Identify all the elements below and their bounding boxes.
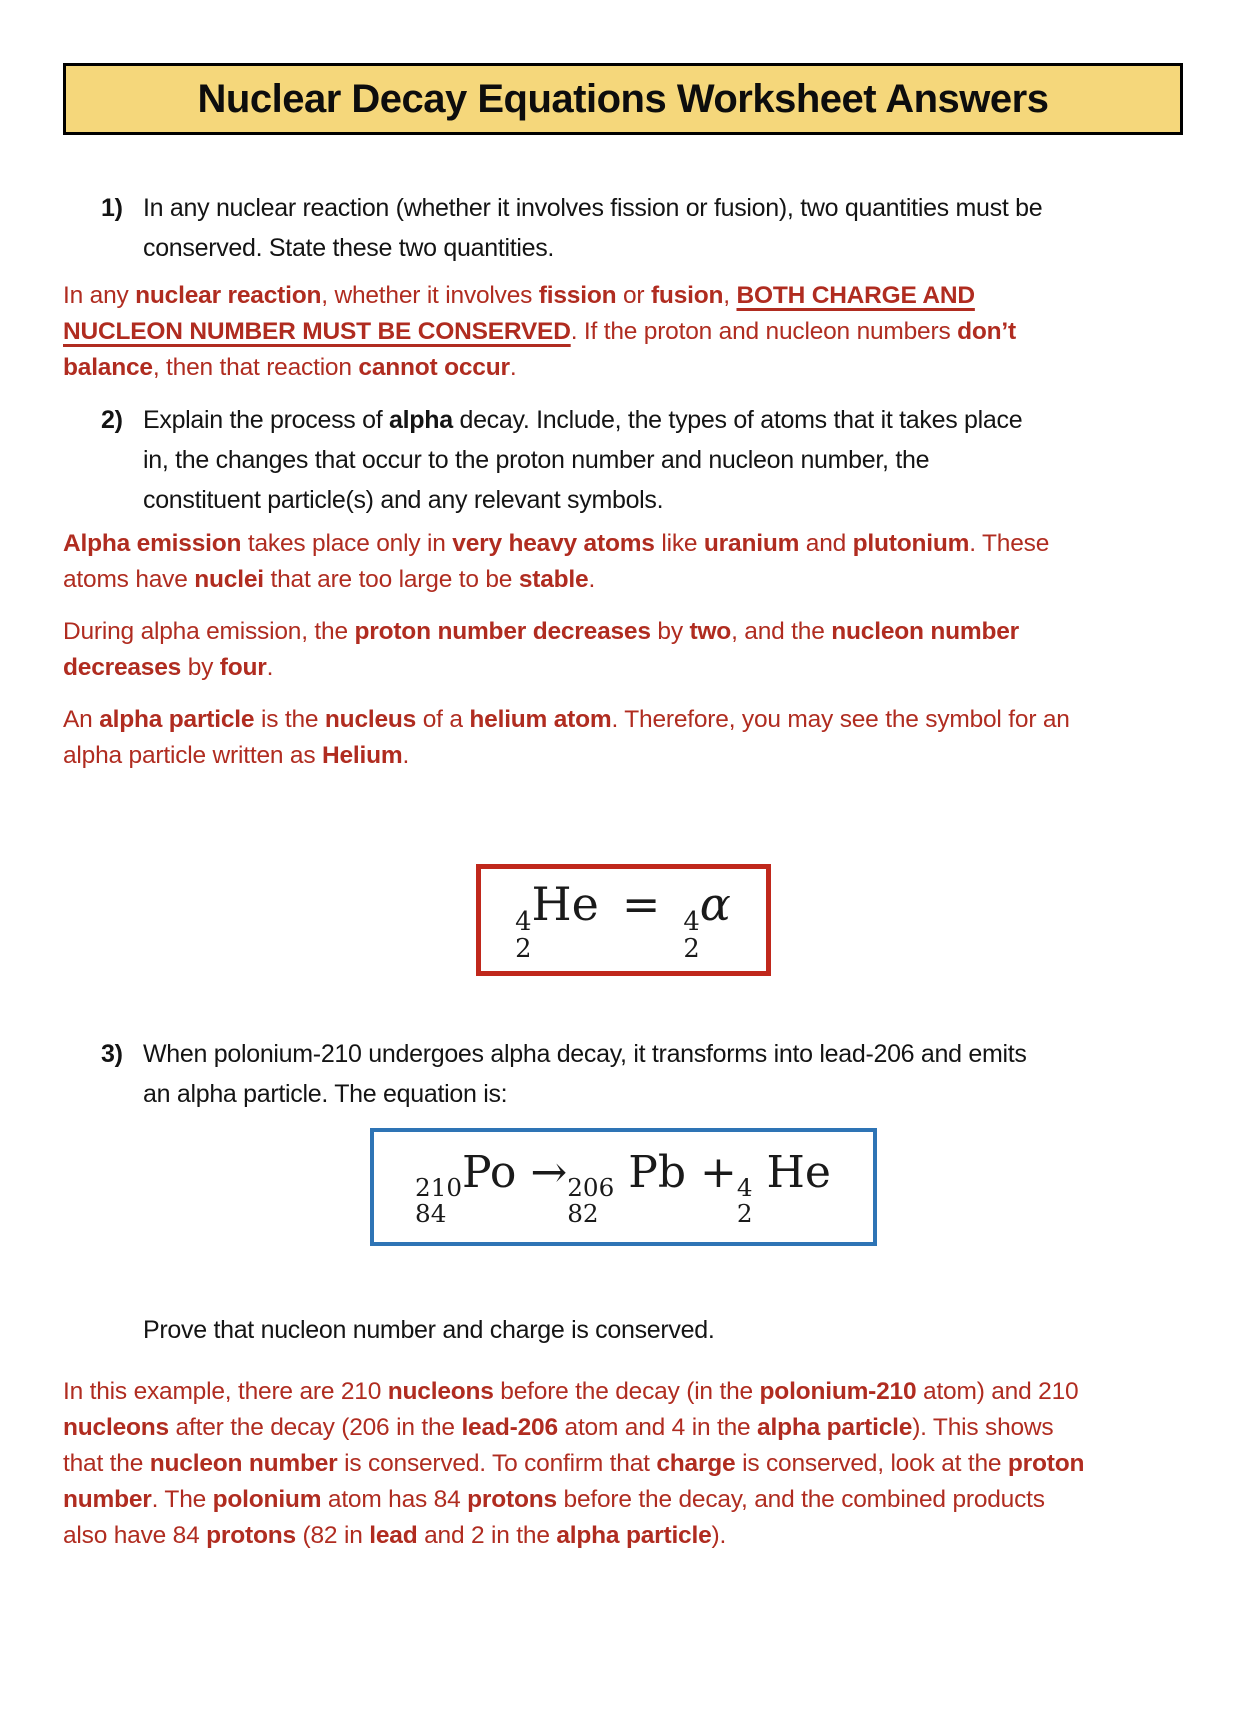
question-3-text: When polonium-210 undergoes alpha decay, it transforms into lead-206 and emits an alpha particle. The equation is: xyxy=(143,1040,1027,1108)
question-1-number: 1) xyxy=(101,194,123,222)
alpha-decay-equation-box xyxy=(370,1128,877,1246)
question-1-text: In any nuclear reaction (whether it involves fission or fusion), two quantities must be conserved. State these two quantities. xyxy=(143,194,1043,262)
answer-2-alpha-particle: An alpha particle is the nucleus of a helium atom. Therefore, you may see the symbol for an alpha particle written as Helium. xyxy=(63,706,1070,769)
question-3-number: 3) xyxy=(101,1040,123,1068)
alpha-symbol-equation-box xyxy=(476,864,771,976)
page-title: Nuclear Decay Equations Worksheet Answers xyxy=(197,76,1049,121)
answer-3: In this example, there are 210 nucleons before the decay (in the polonium-210 atom) and 210 nucleons after the decay (206 in the lead-206 atom and 4 in the alpha particle). This shows that the nucleon number is conserved. To confirm that charge is conserved, look at the proton number. The polonium atom has 84 protons before the decay, and the combined products also have 84 protons (82 in lead and 2 in the alpha particle). xyxy=(63,1378,1085,1549)
prove-instruction: Prove that nucleon number and charge is conserved. xyxy=(143,1316,715,1344)
question-2-number: 2) xyxy=(101,406,123,434)
answer-2-heavy-atoms: Alpha emission takes place only in very heavy atoms like uranium and plutonium. These atoms have nuclei that are too large to be stable. xyxy=(63,530,1050,593)
question-3 xyxy=(101,1034,1183,1114)
question-1 xyxy=(101,188,1183,268)
answer-1: In any nuclear reaction, whether it involves fission or fusion, BOTH CHARGE AND NUCLEON NUMBER MUST BE CONSERVED. If the proton and nucleon numbers don’t balance, then that reaction cannot occur. xyxy=(63,282,1016,381)
answer-2-number-changes: During alpha emission, the proton number decreases by two, and the nucleon number decreases by four. xyxy=(63,618,1020,681)
alpha-decay-equation: 210 84 Po → 206 82 Pb + 4 2 He xyxy=(415,1146,831,1229)
alpha-symbol-equation: 4 2 He = 4 2 α xyxy=(515,877,731,964)
title-banner xyxy=(63,63,1183,135)
question-2-text: Explain the process of alpha decay. Include, the types of atoms that it takes place in, the changes that occur to the proton number and nucleon number, the constituent particle(s) and any relevant symbols. xyxy=(143,406,1023,514)
question-2 xyxy=(101,400,1183,520)
